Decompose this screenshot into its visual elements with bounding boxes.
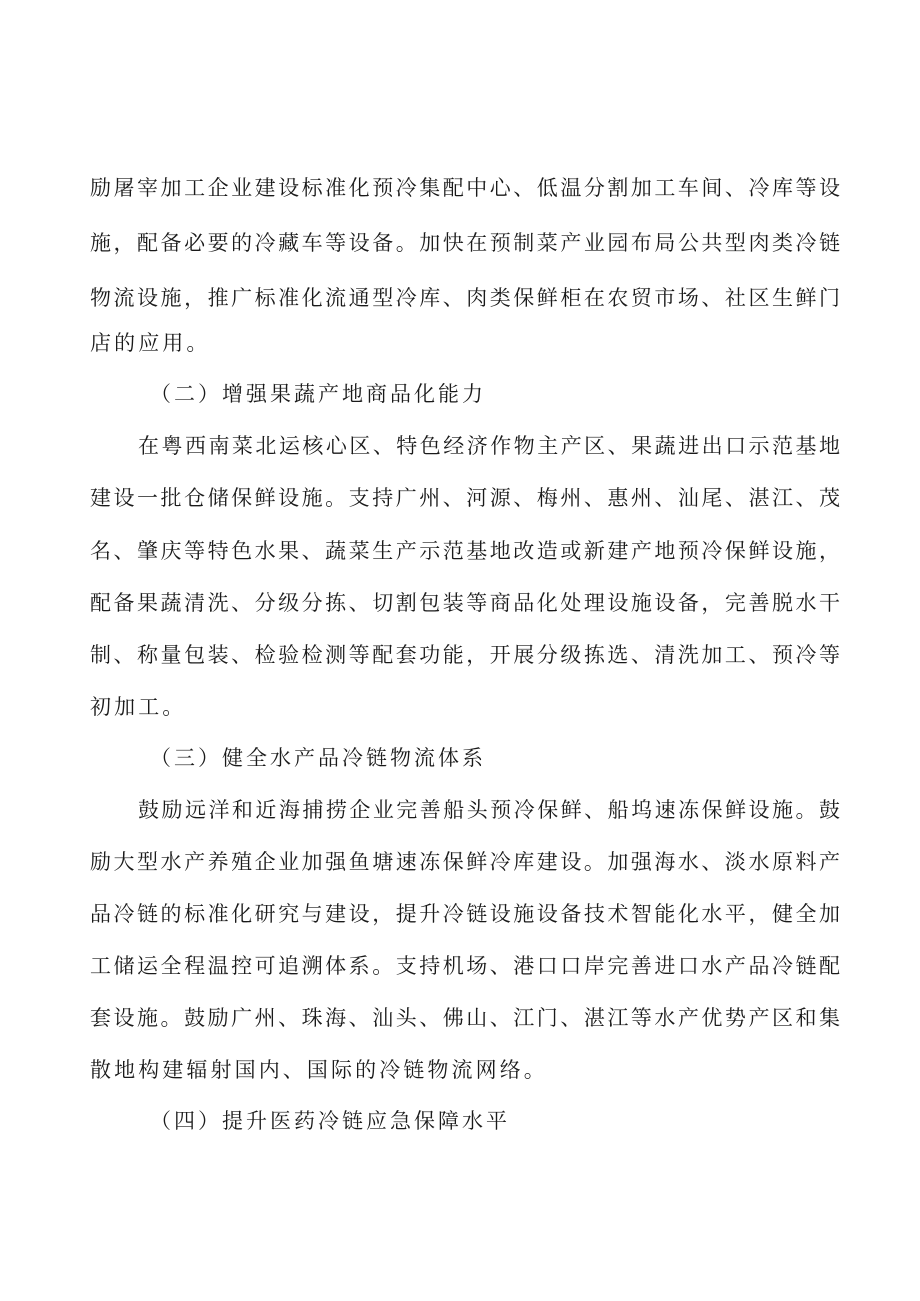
paragraph-line: 套设施。鼓励广州、珠海、汕头、佛山、江门、湛江等水产优势产区和集 bbox=[90, 1006, 840, 1030]
section-heading: （二）增强果蔬产地商品化能力 bbox=[150, 382, 486, 406]
paragraph-line: 励大型水产养殖企业加强鱼塘速冻保鲜冷库建设。加强海水、淡水原料产 bbox=[90, 850, 840, 874]
paragraph-line: 励屠宰加工企业建设标准化预冷集配中心、低温分割加工车间、冷库等设 bbox=[90, 176, 840, 200]
paragraph-line: 初加工。 bbox=[90, 695, 187, 719]
paragraph-line: 物流设施，推广标准化流通型冷库、肉类保鲜柜在农贸市场、社区生鲜门 bbox=[90, 286, 840, 310]
paragraph-line: 品冷链的标准化研究与建设，提升冷链设施设备技术智能化水平，健全加 bbox=[90, 902, 840, 926]
paragraph-line: 制、称量包装、检验检测等配套功能，开展分级拣选、清洗加工、预冷等 bbox=[90, 643, 840, 667]
paragraph-line: 店的应用。 bbox=[90, 331, 211, 355]
paragraph-line: 散地构建辐射国内、国际的冷链物流网络。 bbox=[90, 1058, 548, 1082]
paragraph-line: 施，配备必要的冷藏车等设备。加快在预制菜产业园布局公共型肉类冷链 bbox=[90, 231, 840, 255]
paragraph-line: 名、肇庆等特色水果、蔬菜生产示范基地改造或新建产地预冷保鲜设施， bbox=[90, 539, 840, 563]
paragraph-line: 建设一批仓储保鲜设施。支持广州、河源、梅州、惠州、汕尾、湛江、茂 bbox=[90, 486, 840, 510]
paragraph-line: 在粤西南菜北运核心区、特色经济作物主产区、果蔬进出口示范基地 bbox=[138, 434, 840, 458]
section-heading: （四）提升医药冷链应急保障水平 bbox=[150, 1109, 510, 1133]
paragraph-line: 鼓励远洋和近海捕捞企业完善船头预冷保鲜、船坞速冻保鲜设施。鼓 bbox=[138, 798, 840, 822]
section-heading: （三）健全水产品冷链物流体系 bbox=[150, 746, 486, 770]
paragraph-line: 配备果蔬清洗、分级分拣、切割包装等商品化处理设施设备，完善脱水干 bbox=[90, 591, 840, 615]
paragraph-line: 工储运全程温控可追溯体系。支持机场、港口口岸完善进口水产品冷链配 bbox=[90, 954, 840, 978]
